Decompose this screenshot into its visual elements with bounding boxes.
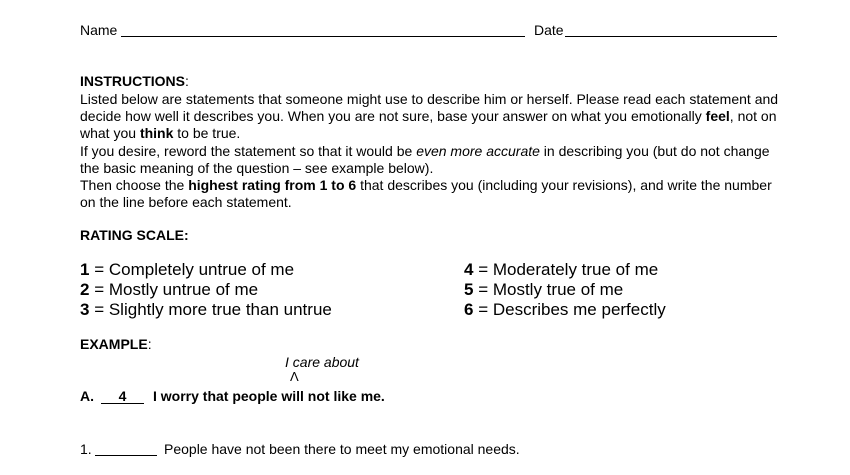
instructions-heading: INSTRUCTIONS: [80, 73, 189, 89]
rating-item-5: 5 = Mostly true of me [464, 280, 624, 299]
date-field[interactable] [565, 21, 777, 37]
example-statement: I worry that people will not like me. [153, 388, 385, 404]
name-field[interactable] [121, 21, 525, 37]
example-insertion: I care about [285, 354, 359, 370]
caret-icon: Λ [290, 369, 299, 384]
instructions-body [80, 91, 800, 211]
question-1-number: 1. [80, 441, 92, 457]
example-answer: 4 [118, 388, 127, 404]
rating-item-4: 4 = Moderately true of me [464, 260, 659, 279]
rating-item-6: 6 = Describes me perfectly [464, 300, 666, 319]
instructions-line: the basic meaning of the question – see example below). [80, 159, 434, 176]
instructions-line: If you desire, reword the statement so that it would be even more accurate in describing you (but do not change [80, 142, 770, 159]
instructions-line: on the line before each statement. [80, 194, 292, 211]
rating-item-2: 2 = Mostly untrue of me [80, 280, 259, 299]
instructions-line: decide how well it describes you. When you are not sure, base your answer on what you emotionally feel, not on [80, 108, 777, 125]
rating-item-3: 3 = Slightly more true than untrue [80, 300, 332, 319]
example-heading: EXAMPLE: [80, 336, 152, 352]
instructions-line: Listed below are statements that someone might use to describe him or herself. Please read each statement and [80, 91, 779, 107]
question-1-answer-field[interactable] [95, 440, 157, 456]
rating-scale-heading: RATING SCALE: [80, 227, 189, 243]
example-label: A. [80, 388, 94, 404]
rating-item-1: 1 = Completely untrue of me [80, 260, 295, 279]
question-1-statement: People have not been there to meet my emotional needs. [164, 441, 520, 457]
instructions-line: Then choose the highest rating from 1 to 6 that describes you (including your revisions), and write the number [80, 177, 772, 194]
name-label: Name [80, 22, 118, 38]
instructions-line: what you think to be true. [80, 125, 241, 142]
date-label: Date [534, 22, 564, 38]
